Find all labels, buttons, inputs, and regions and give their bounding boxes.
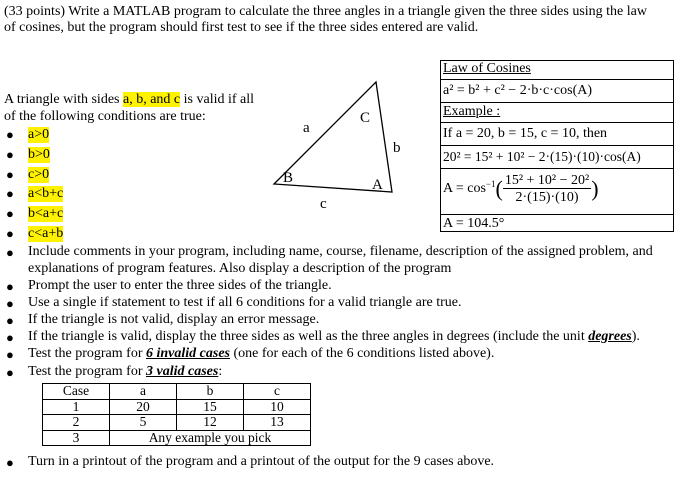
side-c-label: c <box>320 196 327 212</box>
bullet-icon: ● <box>6 296 14 311</box>
side-b-label: b <box>393 140 401 156</box>
header-c: c <box>244 384 311 400</box>
cell-a: 5 <box>110 415 177 431</box>
cell-case: 3 <box>43 430 110 446</box>
cell-a: 20 <box>110 399 177 415</box>
triangle-diagram <box>250 72 440 220</box>
instruction-turn-in: Turn in a printout of the program and a printout of the output for the 9 cases above. <box>28 454 495 469</box>
bullet-icon: ● <box>6 127 14 142</box>
instruction-if-statement: Use a single if statement to test if all 6 conditions for a valid triangle are true. <box>28 295 462 310</box>
fraction-numerator: 15² + 10² − 20² <box>504 173 590 188</box>
condition-4: a<b+c <box>28 186 64 201</box>
highlighted-sides: a, b, and c <box>123 92 181 107</box>
bullet-icon: ● <box>6 206 14 221</box>
cell-c: 13 <box>244 415 311 431</box>
intro-text-end: is valid if all <box>180 92 255 107</box>
bullet-icon: ● <box>6 330 14 345</box>
law-formula: a² = b² + c² − 2·b·c·cos(A) <box>443 83 593 98</box>
instruction-invalid-cases <box>28 346 494 362</box>
bullet-icon: ● <box>6 245 14 260</box>
bullet-icon: ● <box>6 147 14 162</box>
condition-1: a>0 <box>28 127 50 142</box>
instruction-error: If the triangle is not valid, display an error message. <box>28 312 320 327</box>
display-text-end: ). <box>631 329 640 344</box>
condition-5: b<a+c <box>28 206 64 221</box>
validity-intro-line-2: of the following conditions are true: <box>4 109 206 124</box>
degrees-emphasis: degrees <box>588 329 632 344</box>
solve-lhs: A = cos <box>443 181 486 197</box>
header-a: a <box>110 384 177 400</box>
valid-cases-table <box>42 383 311 446</box>
bullet-icon: ● <box>6 365 14 380</box>
intro-text: A triangle with sides <box>4 92 123 107</box>
bullet-icon: ● <box>6 186 14 201</box>
angle-B-label: B <box>283 170 294 186</box>
problem-statement-line-2: of cosines, but the program should first test to see if the three sides entered are valid. <box>4 20 479 35</box>
invalid-cases-emphasis: 6 invalid cases <box>145 346 230 361</box>
display-text: If the triangle is valid, display the three sides as well as the three angles in degrees (include the unit <box>28 329 589 344</box>
law-of-cosines-box <box>440 60 674 232</box>
cell-b: 15 <box>177 399 244 415</box>
condition-3: c>0 <box>28 167 50 182</box>
instruction-comments-2: explanations of program features. Also display a description of the program <box>28 261 452 276</box>
fraction-denominator: 2·(15)·(10) <box>515 190 579 205</box>
header-b: b <box>177 384 244 400</box>
cell-c: 10 <box>244 399 311 415</box>
cell-case: 1 <box>43 399 110 415</box>
table-header-row <box>43 384 311 400</box>
solve-fraction <box>503 173 591 205</box>
example-label: Example : <box>443 104 501 119</box>
condition-2: b>0 <box>28 147 50 162</box>
bullet-icon: ● <box>6 279 14 294</box>
cell-any-example: Any example you pick <box>110 430 311 446</box>
bullet-icon: ● <box>6 226 14 241</box>
header-case: Case <box>43 384 110 400</box>
problem-statement-line-1: (33 points) Write a MATLAB program to calculate the three angles in a triangle given the three sides using the law <box>4 4 647 19</box>
valid-text-end: : <box>218 364 223 379</box>
angle-C-label: C <box>360 110 371 126</box>
angle-A-label: A <box>372 177 383 193</box>
law-title: Law of Cosines <box>443 61 531 76</box>
condition-6: c<a+b <box>28 226 64 241</box>
invalid-text: Test the program for <box>28 346 146 361</box>
cell-b: 12 <box>177 415 244 431</box>
valid-text: Test the program for <box>28 364 146 379</box>
bullet-icon: ● <box>6 167 14 182</box>
valid-cases-emphasis: 3 valid cases <box>145 364 219 379</box>
bullet-icon: ● <box>6 455 14 470</box>
validity-intro-line-1 <box>4 92 254 108</box>
bullet-icon: ● <box>6 347 14 362</box>
example-solve: $A = \cos^{-1}$( $\frac{\text{15² + 10² − 20²}}{2\cdot(15)\cdot(10)}$ ) <box>443 173 599 205</box>
invalid-text-end: (one for each of the 6 conditions listed above). <box>229 346 495 361</box>
example-given: If a = 20, b = 15, c = 10, then <box>443 126 608 141</box>
example-result: A = 104.5° <box>443 216 505 231</box>
cell-case: 2 <box>43 415 110 431</box>
table-row <box>43 399 311 415</box>
table-row <box>43 430 311 446</box>
bullet-icon: ● <box>6 313 14 328</box>
instruction-valid-cases <box>28 364 222 380</box>
side-a-label: a <box>303 120 310 136</box>
instruction-display <box>28 329 640 345</box>
instruction-prompt: Prompt the user to enter the three sides of the triangle. <box>28 278 332 293</box>
example-substitution: 20² = 15² + 10² − 2·(15)·(10)·cos(A) <box>443 149 641 164</box>
solve-exponent: −1 <box>485 179 496 190</box>
table-row <box>43 415 311 431</box>
instruction-comments-1: Include comments in your program, including name, course, filename, description of the assigned problem, and <box>28 244 653 259</box>
